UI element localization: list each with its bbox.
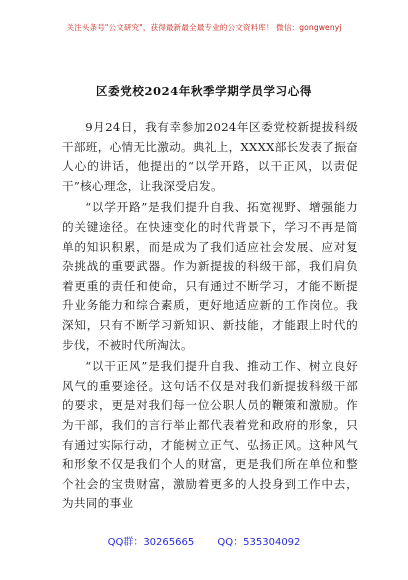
paragraph-3: “以干正风”是我们提升自我、推动工作、树立良好风气的重要途径。这句话不仅是对我们新提拔科级干部的要求，更是对我们每一位公职人员的鞭策和激励。作为干部，我们的言行举止都代表着党和政府的形象，只有通过实际行动，才能树立正气、弘扬正风。这种风气和形象不仅是我们个人的财富，更是我们所在单位和整个社会的宝贵财富，激励着更多的人投身到工作中去，为共同的事业	[62, 359, 358, 511]
document-body	[62, 118, 358, 516]
paragraph-1: 9月24日，我有幸参加2024年区委党校新提拔科级干部班，心情无比激动。典礼上，XXXX部长发表了振奋人心的讲话，他提出的“以学开路，以干正风，以责促干”核心理念，让我深受启发。	[62, 120, 358, 193]
qq-number: QQ：535304092	[217, 537, 301, 548]
document-title: 区委党校2024年秋季学期学员学习心得	[96, 84, 312, 98]
promo-banner: 关注头条号"公文研究"，获得最新最全最专业的公文资料库！ 微信：gongwenyj	[66, 23, 342, 32]
qq-group-number: QQ群：30265665	[107, 537, 195, 548]
contact-footer	[0, 533, 408, 548]
paragraph-2: “以学开路”是我们提升自我、拓宽视野、增强能力的关键途径。在快速变化的时代背景下，学习不再是简单的知识积累，而是成为了我们适应社会发展、应对复杂挑战的重要武器。作为新提拔的科级干部，我们肩负着更重的责任和使命，只有通过不断学习，才能不断提升业务能力和综合素质，更好地适应新的工作岗位。我深知，只有不断学习新知识、新技能，才能跟上时代的步伐，不被时代所淘汰。	[62, 200, 358, 352]
